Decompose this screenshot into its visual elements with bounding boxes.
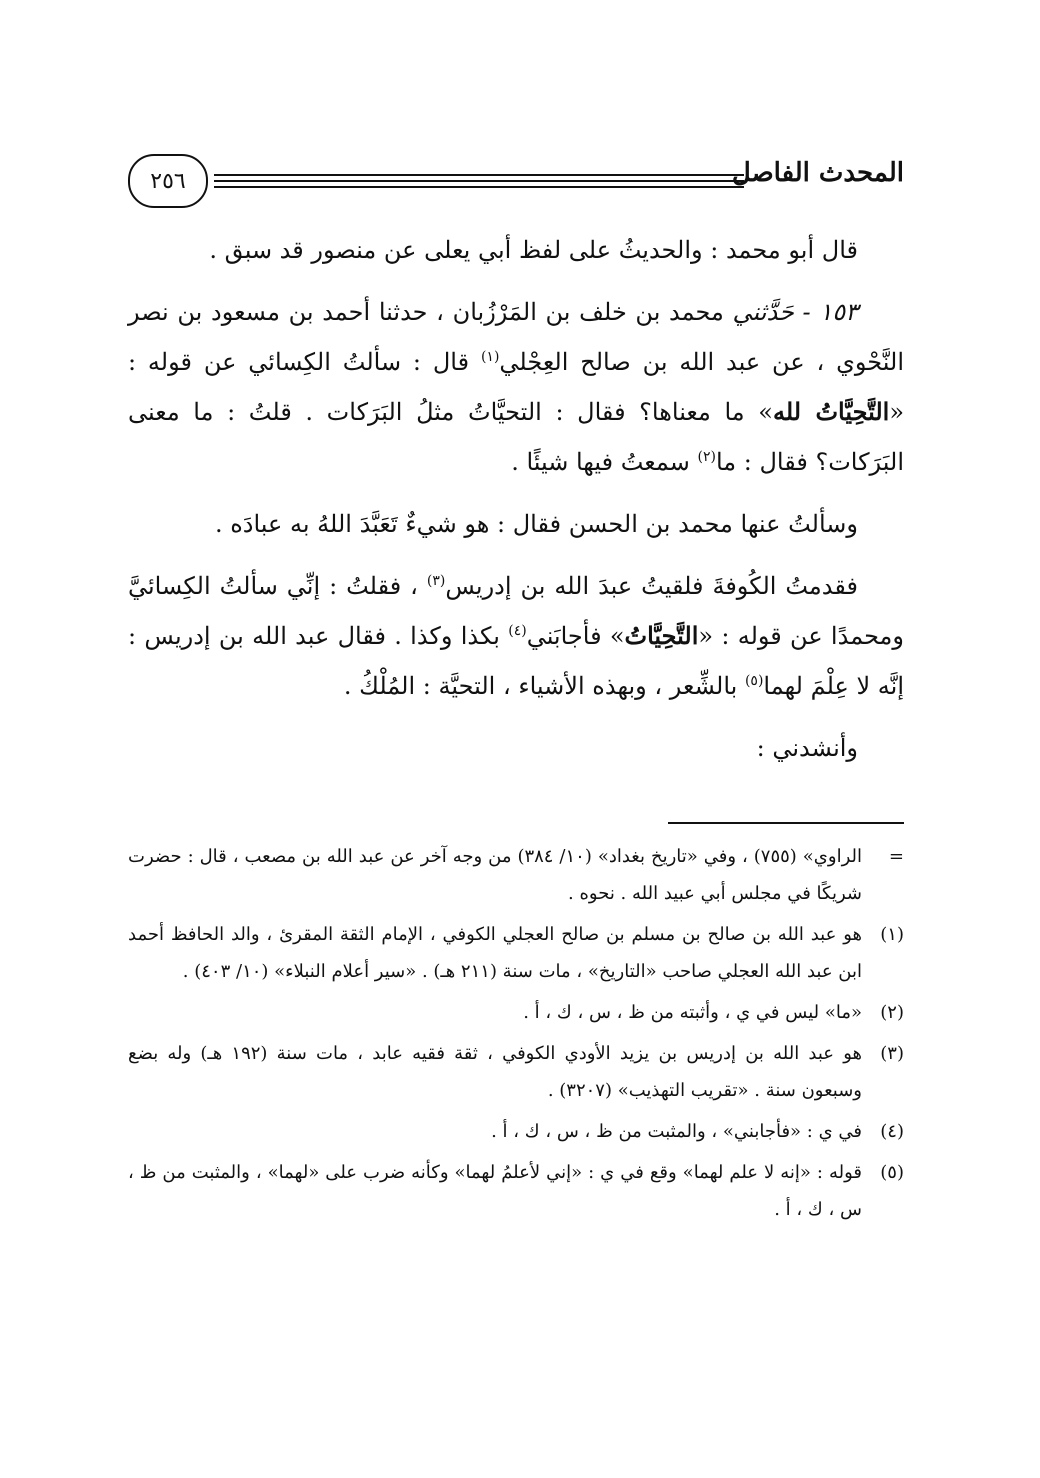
paragraph-4 (128, 561, 904, 711)
quoted-phrase: التَّحِيَّاتُ لله (772, 397, 890, 426)
footnote-text: قوله : «إنه لا علم لهما» وقع في ي : «إني لأعلمُ لهما» وكأنه ضرب على «لهما» ، والمثبت من ظ ، س ، ك ، أ . (128, 1162, 862, 1220)
header-rule (214, 180, 744, 182)
text-segment: فقدمتُ الكُوفةَ فلقيتُ عبدَ الله بن إدريس (445, 572, 858, 600)
footnote (128, 994, 904, 1031)
footnote (128, 1035, 904, 1109)
footnote-mark: (٤) (880, 1121, 904, 1142)
footnote-mark: (٣) (880, 1043, 904, 1064)
text-segment: بالشِّعر ، وبهذه الأشياء ، التحيَّة : المُلْكُ . (343, 672, 745, 700)
quoted-phrase: التَّحِيَّاتُ (624, 621, 699, 650)
text-segment: » ما معناها؟ فقال : التحيَّاتُ مثلُ البَرَكات . قلتُ : ما معنى البَرَكات؟ فقال : ما (128, 398, 904, 476)
paragraph-153 (128, 287, 904, 487)
footnotes (128, 838, 904, 1232)
hadith-number-lead: ١٥٣ - حَدَّثني (732, 298, 858, 326)
page-number-badge (128, 154, 208, 208)
page-number: ٢٥٦ (150, 168, 186, 194)
footnote-separator (668, 822, 904, 824)
text-segment: بكذا وكذا . فقال عبد الله بن إدريس : إنَّه لا عِلْمَ لهما (128, 622, 904, 700)
footnote-text: في ي : «فأجابني» ، والمثبت من ظ ، س ، ك ، أ . (491, 1121, 862, 1142)
footnote-text: هو عبد الله بن إدريس بن يزيد الأودي الكوفي ، ثقة فقيه عابد ، مات سنة (١٩٢ هـ) وله بضع وسبعون سنة . «تقريب التهذيب» (٣٢٠٧) . (128, 1043, 863, 1101)
footnote-text: هو عبد الله بن صالح بن مسلم بن صالح العجلي الكوفي ، الإمام الثقة المقرئ ، والد الحافظ أحمد ابن عبد الله العجلي صاحب «التاريخ» ، مات سنة (٢١١ هـ) . «سير أعلام النبلاء» (١٠/ ٤٠٣) . (128, 924, 862, 982)
footnote (128, 1113, 904, 1150)
footnote-mark: (٢) (880, 1002, 904, 1023)
paragraph-1: قال أبو محمد : والحديثُ على لفظ أبي يعلى عن منصور قد سبق . (209, 236, 858, 264)
footnote-text: «ما» ليس في ي ، وأثبته من ظ ، س ، ك ، أ . (523, 1002, 862, 1023)
paragraph-5: وأنشدني : (756, 734, 858, 762)
header-rule (214, 174, 744, 176)
footnote (128, 916, 904, 990)
main-text (128, 225, 904, 773)
footnote-ref-5[interactable]: (٥) (744, 673, 764, 689)
text-segment: محمد بن خلف بن المَرْزُبان ، حدثنا أحمد بن مسعود بن نصر النَّحْوي ، عن عبد الله بن صالح العِجْلي (128, 298, 904, 376)
footnote-text: الراوي» (٧٥٥) ، وفي «تاريخ بغداد» (١٠/ ٣٨٤) من وجه آخر عن عبد الله بن مصعب ، قال : حضرت شريكًا في مجلس أبي عبيد الله . نحوه . (128, 846, 862, 904)
footnote-ref-4[interactable]: (٤) (508, 623, 527, 639)
page-header (128, 150, 904, 214)
paragraph-3: وسألتُ عنها محمد بن الحسن فقال : هو شيءٌ تَعَبَّدَ اللهُ به عبادَه . (214, 510, 858, 538)
book-title: المحدث الفاصل (731, 158, 904, 188)
text-segment: » فأجابَني (526, 622, 625, 650)
footnote-mark: (١) (880, 924, 904, 945)
footnote-mark: (٥) (880, 1162, 904, 1183)
footnote-mark: = (888, 846, 904, 867)
footnote-ref-1[interactable]: (١) (480, 349, 500, 365)
footnote-ref-2[interactable]: (٢) (697, 449, 716, 465)
text-segment: سمعتُ فيها شيئًا . (511, 448, 698, 476)
footnote (128, 838, 904, 912)
footnote (128, 1154, 904, 1228)
header-rule (214, 186, 744, 188)
text-segment: قال : سألتُ الكِسائي عن قوله : « (128, 348, 904, 426)
footnote-ref-3[interactable]: (٣) (426, 573, 446, 589)
text-segment: ، فقلتُ : إنِّي سألتُ الكِسائيَّ ومحمدًا عن قوله : « (128, 572, 905, 650)
